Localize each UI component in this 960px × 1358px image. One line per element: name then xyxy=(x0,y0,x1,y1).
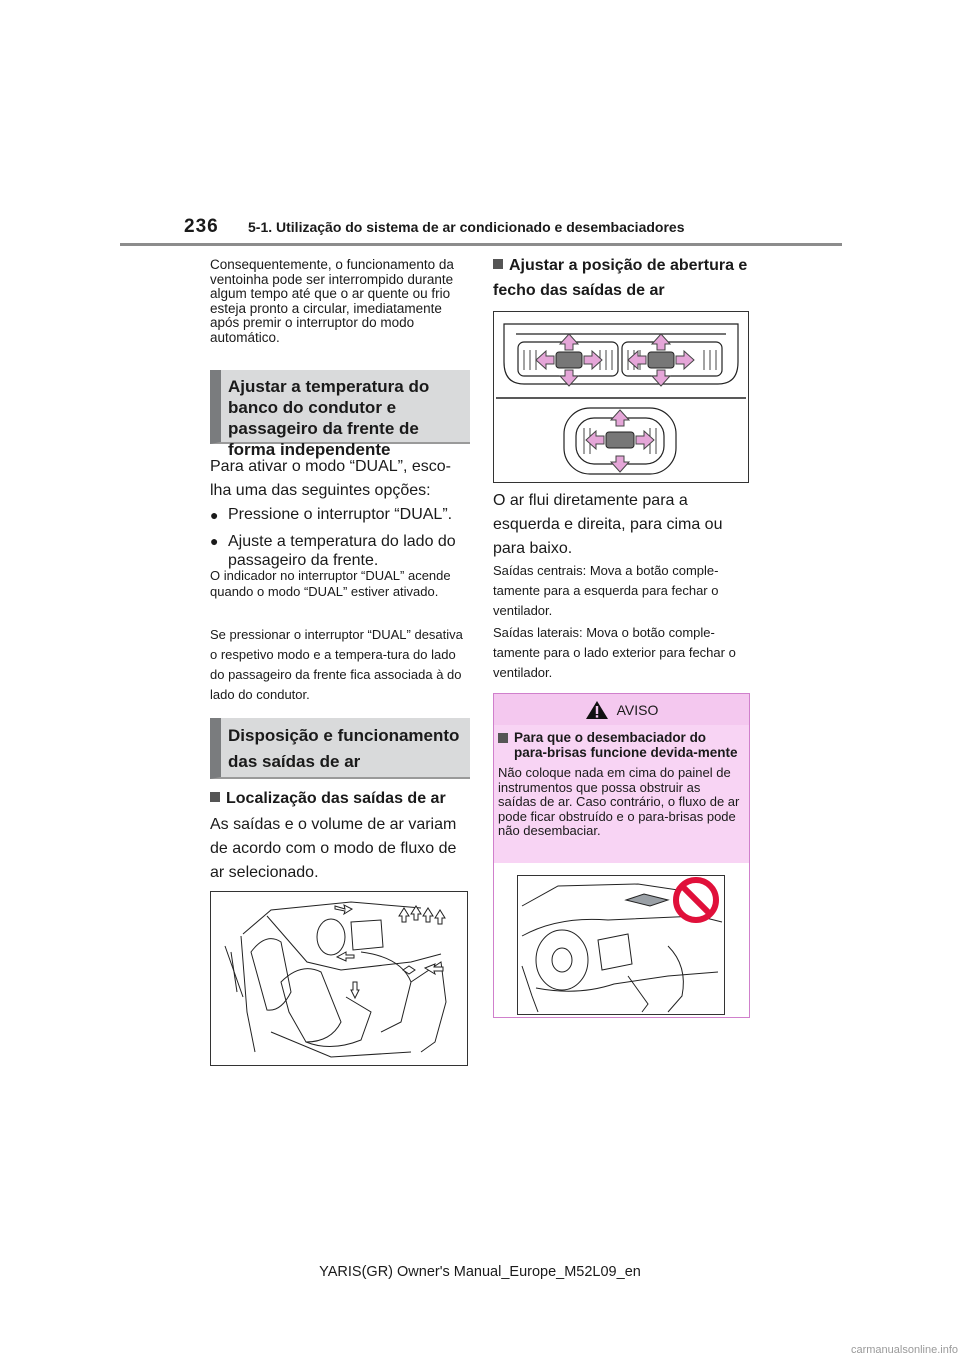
side-vents-note: Saídas laterais: Mova o botão comple-tamente para o lado exterior para fechar o ventilador. xyxy=(493,625,736,680)
dual-indicator-note: O indicador no interruptor “DUAL” acende quando o modo “DUAL” estiver ativado. xyxy=(210,568,451,599)
page-number: 236 xyxy=(184,216,219,237)
airflow-text: O ar flui diretamente para a esquerda e direita, para cima ou para baixo. xyxy=(493,492,723,557)
intro-paragraph: Consequentemente, o funcionamento da ventoinha pode ser interrompido durante algum tempo até que o ar quente ou frio esteja pronto a circular, imediatamente após premir o interruptor do modo automático. xyxy=(210,257,454,345)
list-item xyxy=(210,503,470,527)
vent-location-text: As saídas e o volume de ar variam de acordo com o modo de fluxo de ar selecionado. xyxy=(210,816,457,881)
warning-body xyxy=(494,725,749,863)
list-item xyxy=(210,529,470,570)
subheading-vent-location-text: Localização das saídas de ar xyxy=(226,790,446,807)
warning-title xyxy=(498,731,741,760)
warning-box xyxy=(493,693,750,1018)
square-bullet-icon xyxy=(210,792,220,802)
bullet-icon: ● xyxy=(210,507,219,523)
warning-figure-area xyxy=(494,863,749,1018)
section-heading-dual xyxy=(210,370,470,459)
car-interior-vents-figure xyxy=(210,891,468,1066)
section-header-title: 5-1. Utilização do sistema de ar condicionado e desembaciadores xyxy=(248,219,685,235)
square-bullet-icon xyxy=(493,259,503,269)
dashboard-obstruction-figure xyxy=(517,875,725,1015)
dashboard-obstruction-illustration xyxy=(518,876,724,1014)
subheading-vent-location xyxy=(210,784,470,814)
warning-title-text: Para que o desembaciador do para-brisas funcione devida-mente xyxy=(514,730,738,760)
warning-header xyxy=(494,694,749,725)
header-divider xyxy=(120,243,842,246)
watermark: carmanualsonline.info xyxy=(850,1344,958,1356)
warning-text: Não coloque nada em cima do painel de instrumentos que possa obstruir as saídas de ar. Caso contrário, o fluxo de ar pode ficar obstruído e o para-brisas pode não desembaciar. xyxy=(498,765,740,838)
dual-intro-text: Para ativar o modo “DUAL”, esco-lha uma das seguintes opções: xyxy=(210,458,451,499)
prohibition-icon xyxy=(676,880,716,920)
dual-options-list xyxy=(210,503,470,570)
vent-adjustment-figure xyxy=(493,311,749,483)
list-item-text: Ajuste a temperatura do lado do passageiro da frente. xyxy=(228,533,456,569)
subheading-adjust-vents-text: Ajustar a posição de abertura e fecho das saídas de ar xyxy=(493,257,748,299)
section-heading-vents-text: Disposição e funcionamento das saídas de ar xyxy=(228,726,460,771)
section-heading-dual-text: Ajustar a temperatura do banco do condutor e passageiro da frente de forma independente xyxy=(228,377,430,459)
section-heading-vents xyxy=(210,718,470,779)
square-bullet-icon xyxy=(498,733,508,743)
manual-footer: YARIS(GR) Owner's Manual_Europe_M52L09_en xyxy=(319,1264,641,1280)
list-item-text: Pressione o interruptor “DUAL”. xyxy=(228,506,453,523)
dual-deactivate-note: Se pressionar o interruptor “DUAL” desativa o respetivo modo e a tempera-tura do lado do passageiro da frente fica associada à do lado do condutor. xyxy=(210,627,463,702)
warning-triangle-icon xyxy=(585,700,609,720)
car-interior-illustration xyxy=(211,892,467,1065)
center-vents-note: Saídas centrais: Mova a botão comple-tamente para a esquerda para fechar o ventilador. xyxy=(493,563,719,618)
bullet-icon: ● xyxy=(210,533,219,549)
warning-label: AVISO xyxy=(616,701,659,718)
subheading-adjust-vents xyxy=(493,253,750,303)
vent-adjustment-illustration xyxy=(494,312,748,482)
